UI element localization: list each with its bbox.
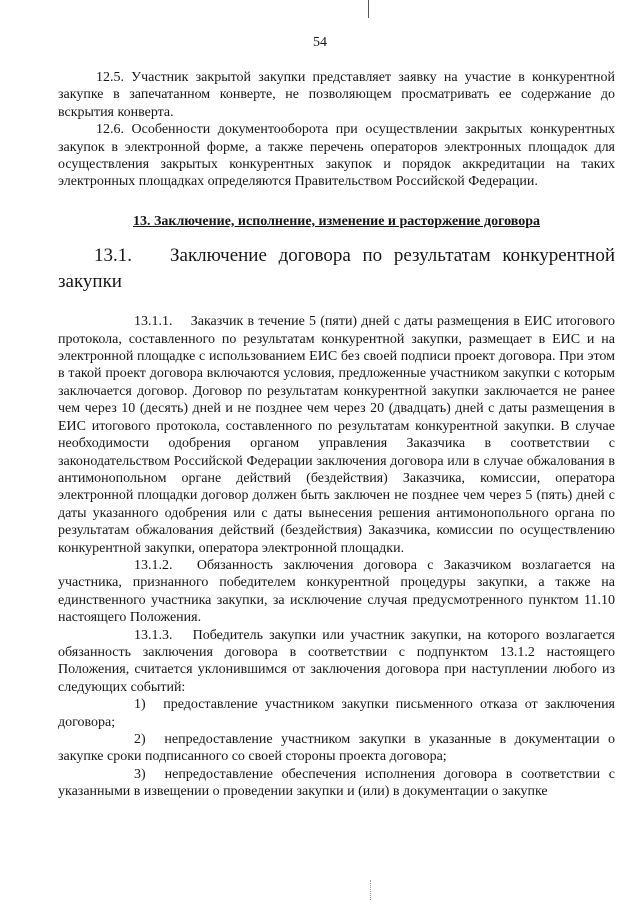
list-item-text: непредоставление участником закупки в указанные в документации о закупке сроки подписанного со своей стороны проекта договора; — [58, 732, 616, 765]
subsection-heading — [58, 243, 615, 295]
paragraph-12-6: 12.6. Особенности документооборота при осуществлении закрытых конкурентных закупок в электронной форме, а также перечень операторов электронных площадок для осуществления закрытых конкурентных закупок и порядок аккредитации на таких электронных площадках определяются Правительством Российской Федерации. — [58, 122, 615, 190]
list-item-3 — [58, 766, 615, 801]
clause-number: 13.1.3. — [134, 627, 173, 643]
list-item-1 — [58, 696, 615, 731]
page-number: 54 — [313, 35, 327, 50]
list-item-2 — [58, 731, 615, 766]
clause-text: Обязанность заключения договора с Заказчиком возлагается на участника, признанного победителем конкурентной процедуры закупки, а также на единственного участника закупки, за исключение случая предусмотренного пунктом 11.10 настоящего Положения. — [58, 557, 616, 626]
section-title: 13. Заключение, исполнение, изменение и расторжение договора — [132, 213, 540, 229]
list-item-text: непредоставление обеспечения исполнения договора в соответствии с указанными в извещении о проведении закупки и (или) в документации о закупке — [58, 766, 615, 800]
scan-mark-bottom — [370, 880, 372, 900]
list-item-number: 2) — [134, 732, 146, 747]
clause-text: Победитель закупки или участник закупки, на которого возлагается обязанность заключения договора в соответствии с подпунктом 13.1.2 настоящего Положения, считается уклонившимся от заключения договора при наступлении любого из следующих событий: — [58, 627, 615, 695]
clause-text: Заказчик в течение 5 (пяти) дней с даты размещения в ЕИС итогового протокола, составленного по результатам конкурентной закупки, размещает в ЕИС и на электронной площадке с использованием ЕИС без своей подписи проект договора. При этом в такой проект договора включаются условия, предложенные участником закупки с которым заключается договор. Договор по результатам конкурентной закупки заключается не ранее чем через 10 (десять) дней и не позднее чем через 20 (двадцать) дней с даты размещения в ЕИС итогового протокола, составленного по результатам конкурентной закупки. В случае необходимости одобрения органом управления Заказчика в соответствии с законодательством Российской Федерации заключения договора или в случае обжалования в антимонопольном органе действий (бездействия) Заказчика, комиссии, оператора электронной площадки договор должен быть заключен не позднее чем через 5 (пять) дней с даты указанного одобрения или с даты вынесения решения антимонопольного органа по результатам обжалования действий (бездействия) Заказчика, комиссии по осуществлению конкурентной закупки, оператора электронной площадки. — [58, 314, 615, 556]
list-item-text: предоставление участником закупки письменного отказа от заключения договора; — [58, 697, 615, 730]
clause-13-1-3 — [58, 627, 615, 697]
subsection-number: 13.1. — [94, 245, 132, 267]
clause-13-1-1 — [58, 313, 615, 557]
paragraph-12-5: 12.5. Участник закрытой закупки представляет заявку на участие в конкурентной закупке в запечатанном конверте, не позволяющем просматривать ее содержание до вскрытия конверта. — [58, 70, 615, 120]
document-body — [58, 69, 615, 801]
clause-number: 13.1.1. — [134, 314, 173, 330]
subsection-title: Заключение договора по результатам конкурентной закупки — [58, 245, 615, 293]
scan-mark-top — [368, 0, 369, 18]
list-item-number: 1) — [134, 697, 146, 713]
list-item-number: 3) — [134, 766, 146, 782]
clause-number: 13.1.2. — [134, 557, 173, 573]
clause-13-1-2 — [58, 557, 615, 627]
